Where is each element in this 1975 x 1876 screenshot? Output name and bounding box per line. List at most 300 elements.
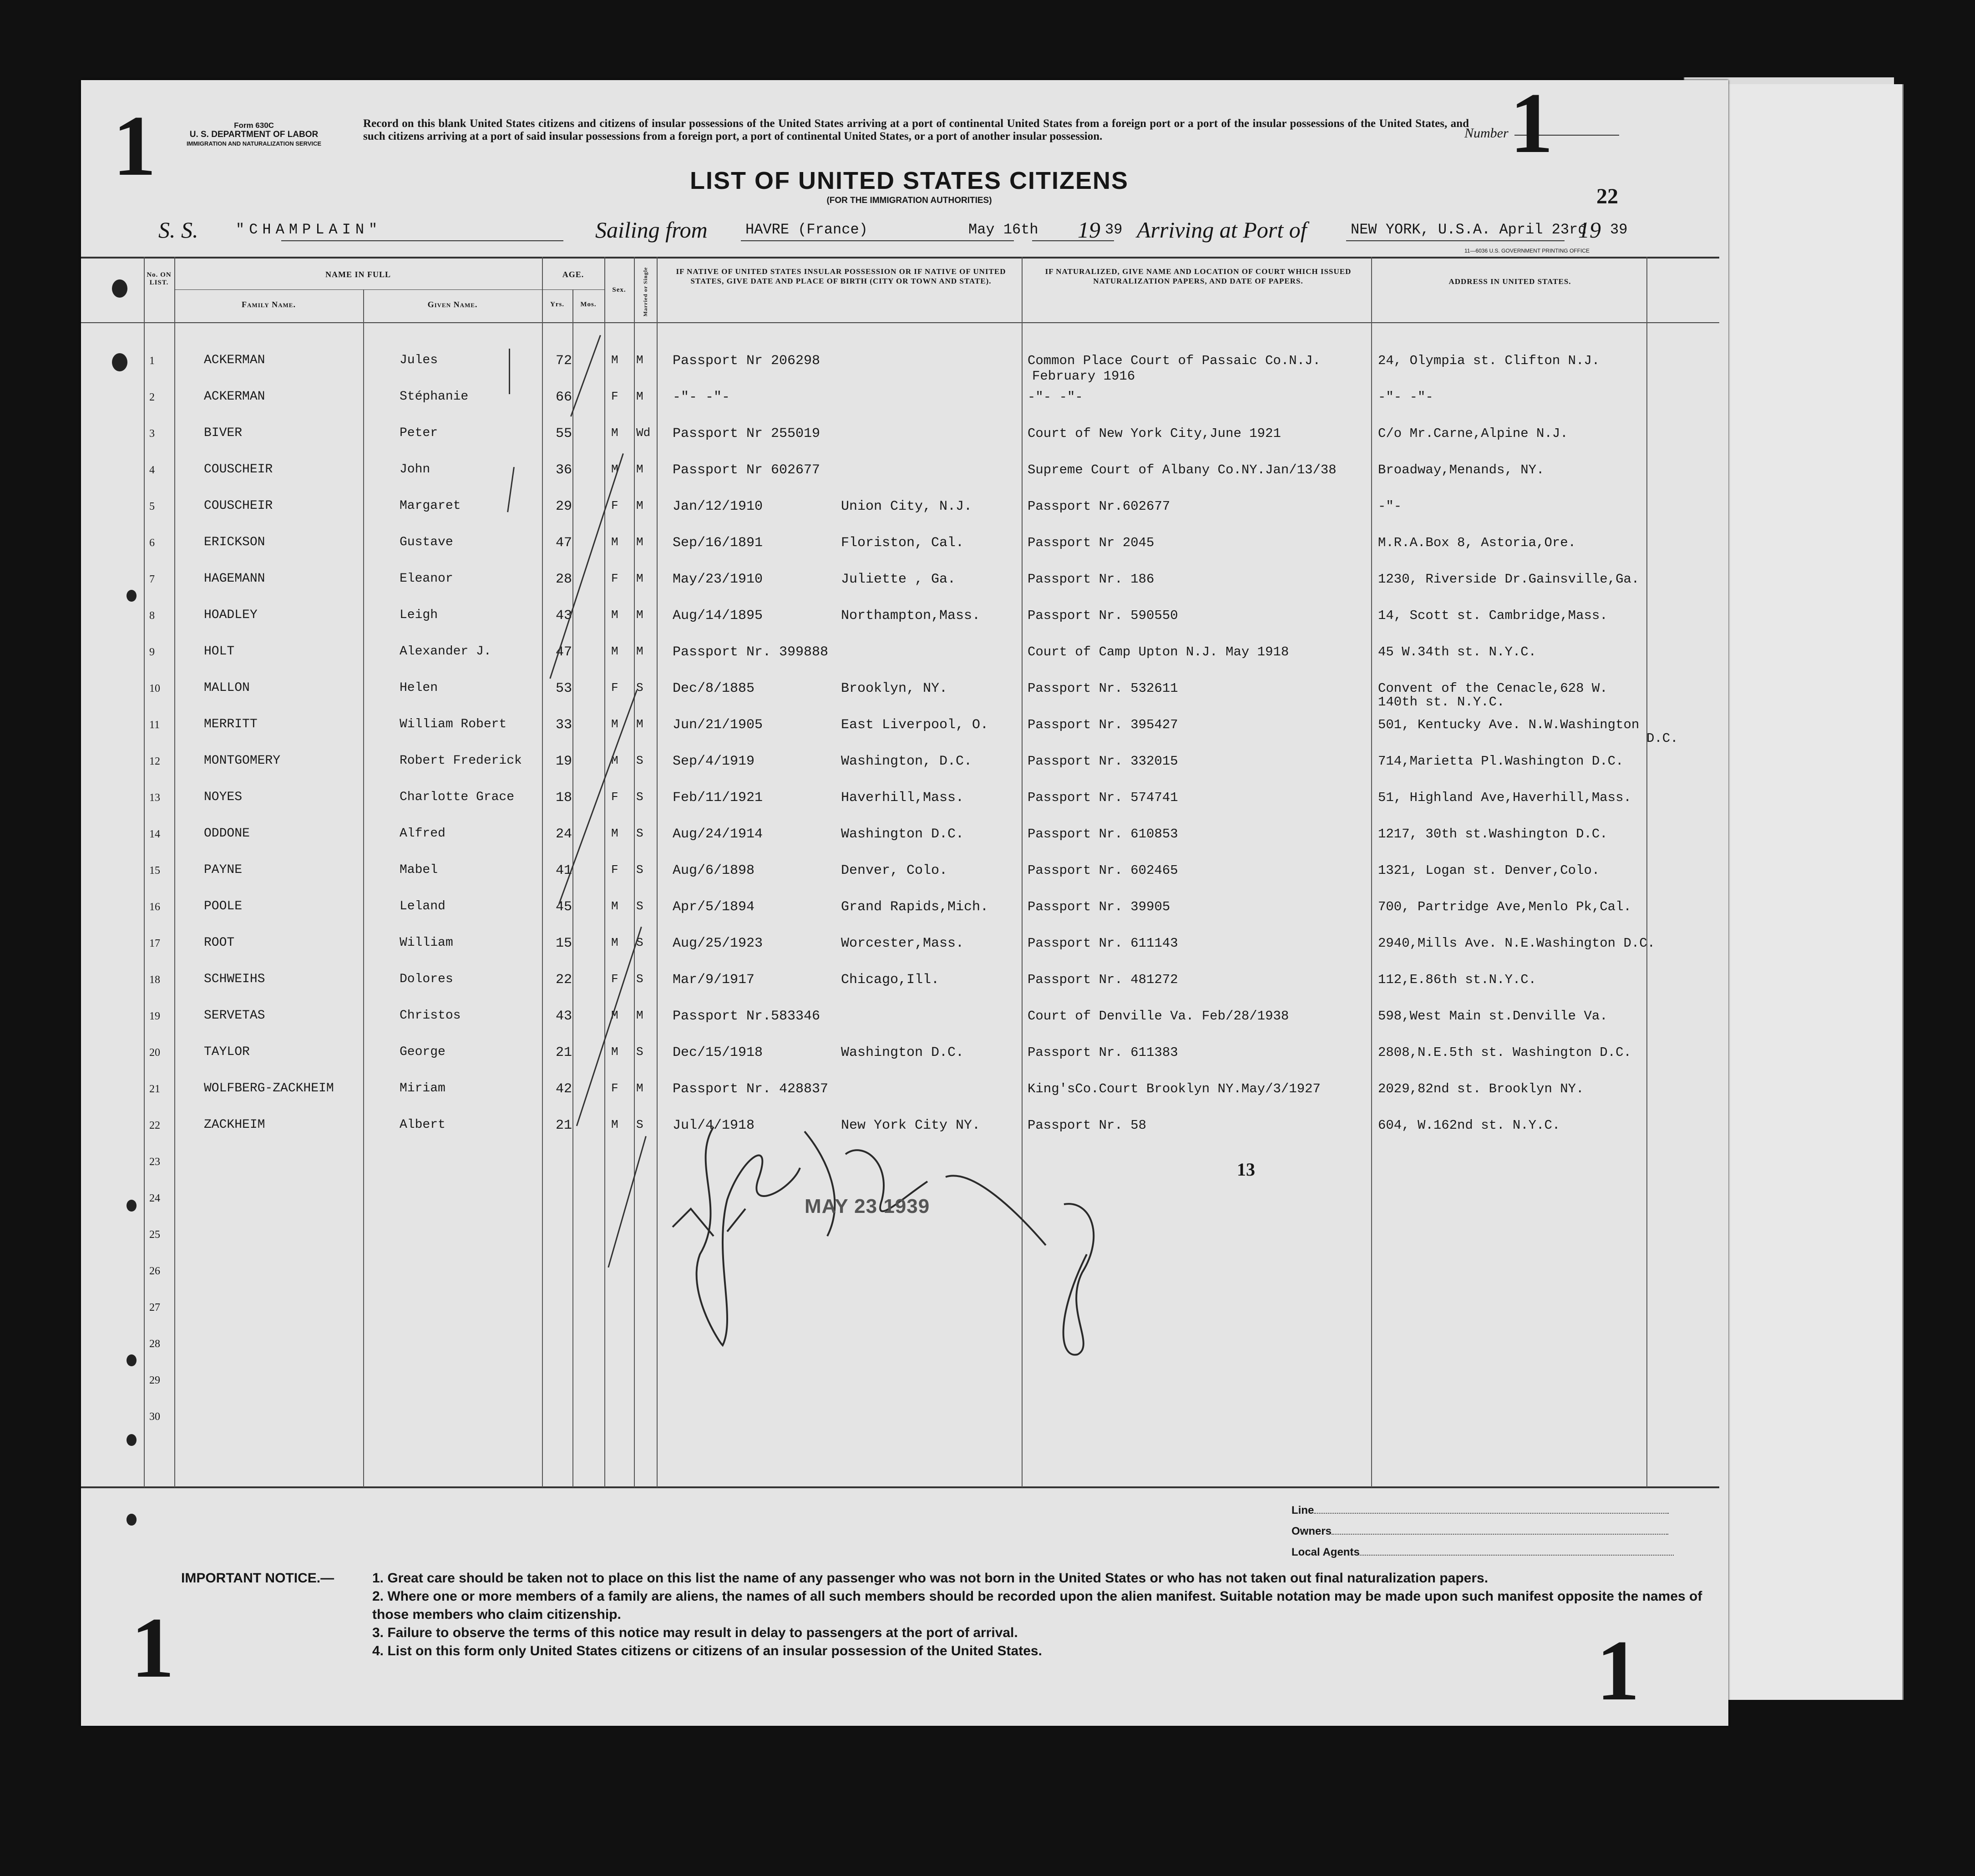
col-yrs: Yrs.	[550, 301, 565, 308]
age-years: 42	[556, 1081, 572, 1097]
row-number: 8	[149, 610, 155, 622]
birth-info: Passport Nr 255019	[673, 426, 820, 441]
page-number: 22	[1596, 184, 1618, 208]
field-line: Line	[1291, 1500, 1701, 1521]
given-name: Robert Frederick	[400, 754, 522, 768]
birth-place: Worcester,Mass.	[841, 936, 964, 951]
naturalization: Court of New York City,June 1921	[1028, 426, 1281, 441]
given-name: Miriam	[400, 1081, 446, 1095]
naturalization: Passport Nr. 481272	[1028, 972, 1178, 987]
punch-hole	[127, 1200, 137, 1212]
naturalization: Passport Nr. 610853	[1028, 826, 1178, 842]
row-number: 9	[149, 646, 155, 658]
count-total: 13	[1237, 1159, 1255, 1180]
marital-status: M	[636, 353, 643, 367]
birth-info: Aug/14/1895	[673, 608, 763, 624]
birth-info: Passport Nr. 399888	[673, 644, 829, 660]
row-number: 10	[149, 683, 160, 695]
birth-info: Passport Nr 602677	[673, 462, 820, 478]
naturalization: Supreme Court of Albany Co.NY.Jan/13/38	[1028, 462, 1337, 477]
row-number: 3	[149, 428, 155, 440]
table-row	[81, 972, 1719, 1009]
address: Broadway,Menands, NY.	[1378, 462, 1545, 477]
row-number: 1	[149, 355, 155, 367]
address: 714,Marietta Pl.Washington D.C.	[1378, 754, 1624, 769]
row-number: 5	[149, 501, 155, 512]
birth-place: Juliette , Ga.	[841, 572, 956, 587]
rule	[1346, 240, 1565, 241]
naturalization: Passport Nr. 574741	[1028, 790, 1178, 805]
tick-mark	[509, 349, 510, 394]
sail-date: May 16th	[968, 221, 1038, 238]
empty-row-number: 27	[149, 1302, 160, 1313]
number-label: Number	[1464, 126, 1509, 141]
birth-place: Denver, Colo.	[841, 863, 948, 878]
age-years: 21	[556, 1045, 572, 1060]
naturalization: Passport Nr. 58	[1028, 1118, 1147, 1133]
notice-item: 4. List on this form only United States citizens or citizens of an insular possession of the United States.	[372, 1643, 1042, 1658]
given-name: Leland	[400, 899, 446, 913]
notice-item: 1. Great care should be taken not to place on this list the name of any passenger who was not born in the United States or who has not taken out final naturalization papers.	[372, 1571, 1489, 1586]
birth-info: Dec/8/1885	[673, 681, 755, 696]
age-years: 22	[556, 972, 572, 988]
empty-row-number: 30	[149, 1411, 160, 1423]
address-line2: D.C.	[1646, 731, 1678, 746]
naturalization: Passport Nr. 332015	[1028, 754, 1178, 769]
marital-status: S	[636, 863, 643, 877]
sailing-label: Sailing from	[595, 217, 708, 243]
sex: F	[611, 572, 618, 585]
table-row	[81, 608, 1719, 644]
rule	[1032, 240, 1114, 241]
family-name: COUSCHEIR	[204, 462, 273, 477]
age-years: 47	[556, 535, 572, 551]
field-local-agents: Local Agents	[1291, 1542, 1701, 1563]
page-title: LIST OF UNITED STATES CITIZENS	[690, 167, 1129, 194]
col-given-name: Given Name.	[427, 300, 478, 309]
marital-status: S	[636, 826, 643, 840]
address: C/o Mr.Carne,Alpine N.J.	[1378, 426, 1568, 441]
address: 2029,82nd st. Brooklyn NY.	[1378, 1081, 1584, 1096]
table-row	[81, 644, 1719, 681]
address: 14, Scott st. Cambridge,Mass.	[1378, 608, 1608, 623]
arrival-port: NEW YORK, U.S.A. April 23rd	[1351, 221, 1587, 238]
birth-info: May/23/1910	[673, 572, 763, 587]
notice-items	[372, 1569, 1747, 1660]
address-line2: 140th st. N.Y.C.	[1378, 695, 1505, 710]
gpo-note: 11—6036 U.S. GOVERNMENT PRINTING OFFICE	[1464, 248, 1590, 254]
family-name: WOLFBERG-ZACKHEIM	[204, 1081, 334, 1095]
marital-status: S	[636, 790, 643, 804]
marital-status: M	[636, 390, 643, 403]
row-number: 16	[149, 901, 160, 913]
birth-info: Feb/11/1921	[673, 790, 763, 806]
row-number: 14	[149, 828, 160, 840]
col-address: ADDRESS IN UNITED STATES.	[1448, 277, 1571, 286]
from-port: HAVRE (France)	[745, 221, 868, 238]
given-name: Leigh	[400, 608, 438, 622]
birth-info: -"- -"-	[673, 390, 730, 405]
marital-status: S	[636, 1045, 643, 1059]
family-name: NOYES	[204, 790, 243, 804]
marital-status: M	[636, 608, 643, 622]
birth-info: Sep/4/1919	[673, 754, 755, 769]
birth-place: New York City NY.	[841, 1118, 981, 1133]
given-name: Jules	[400, 353, 438, 367]
row-number: 11	[149, 719, 160, 731]
naturalization: Passport Nr. 611143	[1028, 936, 1178, 951]
family-name: ACKERMAN	[204, 353, 265, 367]
marital-status: M	[636, 462, 643, 476]
given-name: Margaret	[400, 499, 461, 513]
row-number: 15	[149, 865, 160, 877]
family-name: SCHWEIHS	[204, 972, 265, 986]
marital-status: M	[636, 644, 643, 658]
age-years: 41	[556, 863, 572, 878]
sex: M	[611, 608, 618, 622]
age-years: 19	[556, 754, 572, 769]
family-name: BIVER	[204, 426, 243, 440]
table-row	[81, 681, 1719, 717]
naturalization: Court of Camp Upton N.J. May 1918	[1028, 644, 1289, 659]
ss-label: S. S.	[158, 217, 198, 243]
naturalization: King'sCo.Court Brooklyn NY.May/3/1927	[1028, 1081, 1321, 1096]
age-years: 43	[556, 608, 572, 624]
marital-status: M	[636, 499, 643, 512]
sex: F	[611, 790, 618, 804]
row-number: 20	[149, 1047, 160, 1059]
right-sheet-number: 1	[1510, 76, 1553, 171]
age-years: 18	[556, 790, 572, 806]
col-name-in-full: NAME IN FULL	[325, 270, 391, 279]
given-name: Stéphanie	[400, 390, 469, 404]
page-subtitle: (FOR THE IMMIGRATION AUTHORITIES)	[826, 196, 992, 205]
marital-status: Wd	[636, 426, 651, 440]
row-number: 22	[149, 1120, 160, 1131]
age-years: 28	[556, 572, 572, 587]
year-prefix: 19	[1078, 217, 1100, 243]
empty-row-number: 28	[149, 1338, 160, 1350]
preamble: Record on this blank United States citizens and citizens of insular possessions of the United States arriving at a port of continental United States from a foreign port or a port of the insular possessions of the United States, and such citizens arriving at a port of said insular possessions from a foreign port, a port of continental United States, or a port of another insular possession.	[363, 117, 1469, 142]
naturalization: Passport Nr. 186	[1028, 572, 1155, 587]
birth-place: Union City, N.J.	[841, 499, 972, 514]
naturalization: Court of Denville Va. Feb/28/1938	[1028, 1009, 1289, 1024]
marital-status: S	[636, 936, 643, 949]
row-number: 2	[149, 391, 155, 403]
sex: F	[611, 499, 618, 512]
birth-place: Brooklyn, NY.	[841, 681, 948, 696]
row-number: 17	[149, 938, 160, 949]
sex: M	[611, 936, 618, 949]
birth-info: Jul/4/1918	[673, 1118, 755, 1133]
birth-info: Mar/9/1917	[673, 972, 755, 988]
marital-status: S	[636, 972, 643, 986]
sex: M	[611, 426, 618, 440]
given-name: William	[400, 936, 453, 950]
sex: F	[611, 972, 618, 986]
sex: M	[611, 462, 618, 476]
family-name: ODDONE	[204, 826, 250, 841]
col-mos: Mos.	[580, 301, 597, 308]
naturalization: Passport Nr. 602465	[1028, 863, 1178, 878]
marital-status: S	[636, 681, 643, 695]
punch-hole	[127, 1514, 137, 1526]
empty-row-number: 23	[149, 1156, 160, 1168]
address: 1321, Logan st. Denver,Colo.	[1378, 863, 1600, 878]
marital-status: M	[636, 1081, 643, 1095]
row-number: 7	[149, 573, 155, 585]
address: 700, Partridge Ave,Menlo Pk,Cal.	[1378, 899, 1631, 914]
birth-place: Floriston, Cal.	[841, 535, 964, 551]
empty-row-number: 29	[149, 1374, 160, 1386]
table-row	[81, 499, 1719, 535]
naturalization-line2: February 1916	[1032, 369, 1135, 384]
address: 2808,N.E.5th st. Washington D.C.	[1378, 1045, 1631, 1060]
family-name: ROOT	[204, 936, 235, 950]
row-number: 4	[149, 464, 155, 476]
marital-status: M	[636, 535, 643, 549]
family-name: MERRITT	[204, 717, 258, 731]
family-name: ZACKHEIM	[204, 1118, 265, 1132]
table-row	[81, 572, 1719, 608]
given-name: Albert	[400, 1118, 446, 1132]
naturalization: -"- -"-	[1028, 390, 1083, 405]
family-name: HAGEMANN	[204, 572, 265, 586]
table-row	[81, 717, 1719, 754]
sex: M	[611, 826, 618, 840]
arrival-stamp: MAY 23 1939	[805, 1195, 930, 1217]
address: 604, W.162nd st. N.Y.C.	[1378, 1118, 1560, 1133]
sex: M	[611, 535, 618, 549]
col-married: Married or Single	[642, 267, 648, 317]
birth-info: Passport Nr 206298	[673, 353, 820, 369]
family-name: MALLON	[204, 681, 250, 695]
sex: M	[611, 353, 618, 367]
manifest-sheet	[81, 76, 1728, 1726]
row-number: 12	[149, 755, 160, 767]
family-name: TAYLOR	[204, 1045, 250, 1059]
birth-info: Dec/15/1918	[673, 1045, 763, 1060]
col-no-on-list: No. ON LIST.	[147, 271, 172, 286]
birth-place: Grand Rapids,Mich.	[841, 899, 989, 915]
birth-info: Aug/6/1898	[673, 863, 755, 878]
sex: M	[611, 644, 618, 658]
marital-status: S	[636, 754, 643, 767]
birth-info: Aug/24/1914	[673, 826, 763, 842]
table-row	[81, 426, 1719, 462]
given-name: Helen	[400, 681, 438, 695]
row-number: 6	[149, 537, 155, 549]
bottom-left-number: 1	[131, 1600, 174, 1696]
address: 51, Highland Ave,Haverhill,Mass.	[1378, 790, 1631, 805]
given-name: John	[400, 462, 430, 477]
sex: M	[611, 754, 618, 767]
table-row	[81, 863, 1719, 899]
left-sheet-number: 1	[113, 98, 156, 194]
form-number: Form 630C	[234, 121, 274, 130]
rule	[741, 240, 1014, 241]
naturalization: Passport Nr. 590550	[1028, 608, 1178, 623]
birth-place: Washington, D.C.	[841, 754, 972, 769]
address: 1217, 30th st.Washington D.C.	[1378, 826, 1608, 842]
sex: F	[611, 863, 618, 877]
rule	[281, 240, 563, 241]
row-number: 13	[149, 792, 160, 804]
address: 24, Olympia st. Clifton N.J.	[1378, 353, 1600, 368]
ship-name: "CHAMPLAIN"	[236, 221, 382, 238]
form-block	[136, 121, 372, 148]
sex: M	[611, 899, 618, 913]
given-name: Gustave	[400, 535, 453, 549]
inspector-signature-icon	[609, 1063, 1178, 1409]
family-name: PAYNE	[204, 863, 243, 877]
notice-heading: IMPORTANT NOTICE.—	[181, 1571, 334, 1586]
marital-status: M	[636, 717, 643, 731]
col-sex: Sex.	[612, 286, 626, 294]
address: M.R.A.Box 8, Astoria,Ore.	[1378, 535, 1576, 550]
col-birth: IF NATIVE OF UNITED STATES INSULAR POSSESSION OR IF NATIVE OF UNITED STATES, GIVE DATE AND PLACE OF BIRTH (CITY OR TOWN AND STATE).	[676, 267, 1006, 285]
age-years: 53	[556, 681, 572, 696]
table-row	[81, 936, 1719, 972]
age-years: 45	[556, 899, 572, 915]
address: 1230, Riverside Dr.Gainsville,Ga.	[1378, 572, 1640, 587]
birth-place: Haverhill,Mass.	[841, 790, 964, 806]
birth-info: Jun/21/1905	[673, 717, 763, 733]
family-name: HOLT	[204, 644, 235, 659]
family-name: HOADLEY	[204, 608, 258, 622]
empty-row-number: 24	[149, 1192, 160, 1204]
address: -"- -"-	[1378, 390, 1433, 405]
age-years: 36	[556, 462, 572, 478]
birth-info: Jan/12/1910	[673, 499, 763, 514]
table-row	[81, 390, 1719, 426]
birth-info: Aug/25/1923	[673, 936, 763, 951]
sex: F	[611, 681, 618, 695]
given-name: William Robert	[400, 717, 507, 731]
naturalization: Passport Nr.602677	[1028, 499, 1170, 514]
row-number: 19	[149, 1010, 160, 1022]
naturalization: Common Place Court of Passaic Co.N.J.	[1028, 353, 1321, 368]
given-name: Christos	[400, 1009, 461, 1023]
age-years: 15	[556, 936, 572, 951]
table-row	[81, 1009, 1719, 1045]
address: -"-	[1378, 499, 1402, 514]
field-owners: Owners	[1291, 1521, 1701, 1542]
birth-place: Washington D.C.	[841, 1045, 964, 1060]
age-years: 24	[556, 826, 572, 842]
sex: F	[611, 1081, 618, 1095]
header-bottom-rule	[81, 322, 1719, 323]
naturalization: Passport Nr. 395427	[1028, 717, 1178, 732]
given-name: Alexander J.	[400, 644, 491, 659]
address: 2940,Mills Ave. N.E.Washington D.C.	[1378, 936, 1656, 951]
table-row	[81, 899, 1719, 936]
age-years: 29	[556, 499, 572, 514]
given-name: Peter	[400, 426, 438, 440]
sex: F	[611, 390, 618, 403]
col-naturalized: IF NATURALIZED, GIVE NAME AND LOCATION OF COURT WHICH ISSUED NATURALIZATION PAPERS, AND DATE OF PAPERS.	[1045, 267, 1352, 285]
age-years: 66	[556, 390, 572, 405]
birth-place: Washington D.C.	[841, 826, 964, 842]
birth-place: East Liverpool, O.	[841, 717, 989, 733]
birth-info: Sep/16/1891	[673, 535, 763, 551]
sex: M	[611, 1045, 618, 1059]
punch-hole	[112, 279, 127, 298]
address: 598,West Main st.Denville Va.	[1378, 1009, 1608, 1024]
stacked-pages-back	[1702, 84, 1904, 1700]
notice-item: 2. Where one or more members of a family are aliens, the names of all such members should be recorded upon the alien manifest. Suitable notation may be made upon such manifest opposite the names of those members who claim citizenship.	[372, 1589, 1702, 1622]
col-age: AGE.	[562, 270, 584, 279]
sex: M	[611, 1118, 618, 1131]
birth-place: Northampton,Mass.	[841, 608, 981, 624]
address: Convent of the Cenacle,628 W.	[1378, 681, 1608, 696]
table-row	[81, 353, 1719, 390]
row-number: 18	[149, 974, 160, 986]
naturalization: Passport Nr 2045	[1028, 535, 1155, 550]
sex: M	[611, 1009, 618, 1022]
table-bottom-rule	[81, 1486, 1719, 1488]
marital-status: M	[636, 572, 643, 585]
table-row	[81, 790, 1719, 826]
bottom-right-number: 1	[1596, 1623, 1640, 1719]
naturalization: Passport Nr. 611383	[1028, 1045, 1178, 1060]
marital-status: S	[636, 1118, 643, 1131]
empty-row-number: 25	[149, 1229, 160, 1241]
family-name: ACKERMAN	[204, 390, 265, 404]
given-name: Dolores	[400, 972, 453, 986]
row-number: 21	[149, 1083, 160, 1095]
address: 45 W.34th st. N.Y.C.	[1378, 644, 1537, 659]
birth-place: Chicago,Ill.	[841, 972, 940, 988]
given-name: Eleanor	[400, 572, 453, 586]
punch-hole	[127, 1354, 137, 1366]
table-row	[81, 754, 1719, 790]
table-top-rule	[81, 257, 1719, 259]
birth-info: Apr/5/1894	[673, 899, 755, 915]
address: 112,E.86th st.N.Y.C.	[1378, 972, 1537, 987]
service: IMMIGRATION AND NATURALIZATION SERVICE	[186, 140, 322, 147]
family-name: COUSCHEIR	[204, 499, 273, 513]
naturalization: Passport Nr. 532611	[1028, 681, 1178, 696]
family-name: POOLE	[204, 899, 243, 913]
arrival-year: 39	[1610, 221, 1628, 238]
age-years: 72	[556, 353, 572, 369]
birth-info: Passport Nr.583346	[673, 1009, 820, 1024]
family-name: ERICKSON	[204, 535, 265, 549]
age-years: 55	[556, 426, 572, 441]
marital-status: S	[636, 899, 643, 913]
sex: M	[611, 717, 618, 731]
sail-year: 39	[1105, 221, 1123, 238]
arriving-label: Arriving at Port of	[1137, 217, 1307, 243]
punch-hole	[127, 1434, 137, 1446]
age-years: 33	[556, 717, 572, 733]
col-family-name: Family Name.	[242, 300, 296, 309]
naturalization: Passport Nr. 39905	[1028, 899, 1170, 914]
year-prefix-2: 19	[1578, 217, 1601, 243]
given-name: Alfred	[400, 826, 446, 841]
birth-info: Passport Nr. 428837	[673, 1081, 829, 1097]
address: 501, Kentucky Ave. N.W.Washington	[1378, 717, 1640, 732]
table-row	[81, 535, 1719, 572]
age-years: 47	[556, 644, 572, 660]
empty-row-number: 26	[149, 1265, 160, 1277]
office-fields	[1291, 1500, 1701, 1563]
department: U. S. DEPARTMENT OF LABOR	[189, 130, 319, 139]
given-name: George	[400, 1045, 446, 1059]
given-name: Charlotte Grace	[400, 790, 515, 804]
notice-item: 3. Failure to observe the terms of this notice may result in delay to passengers at the port of arrival.	[372, 1625, 1018, 1640]
